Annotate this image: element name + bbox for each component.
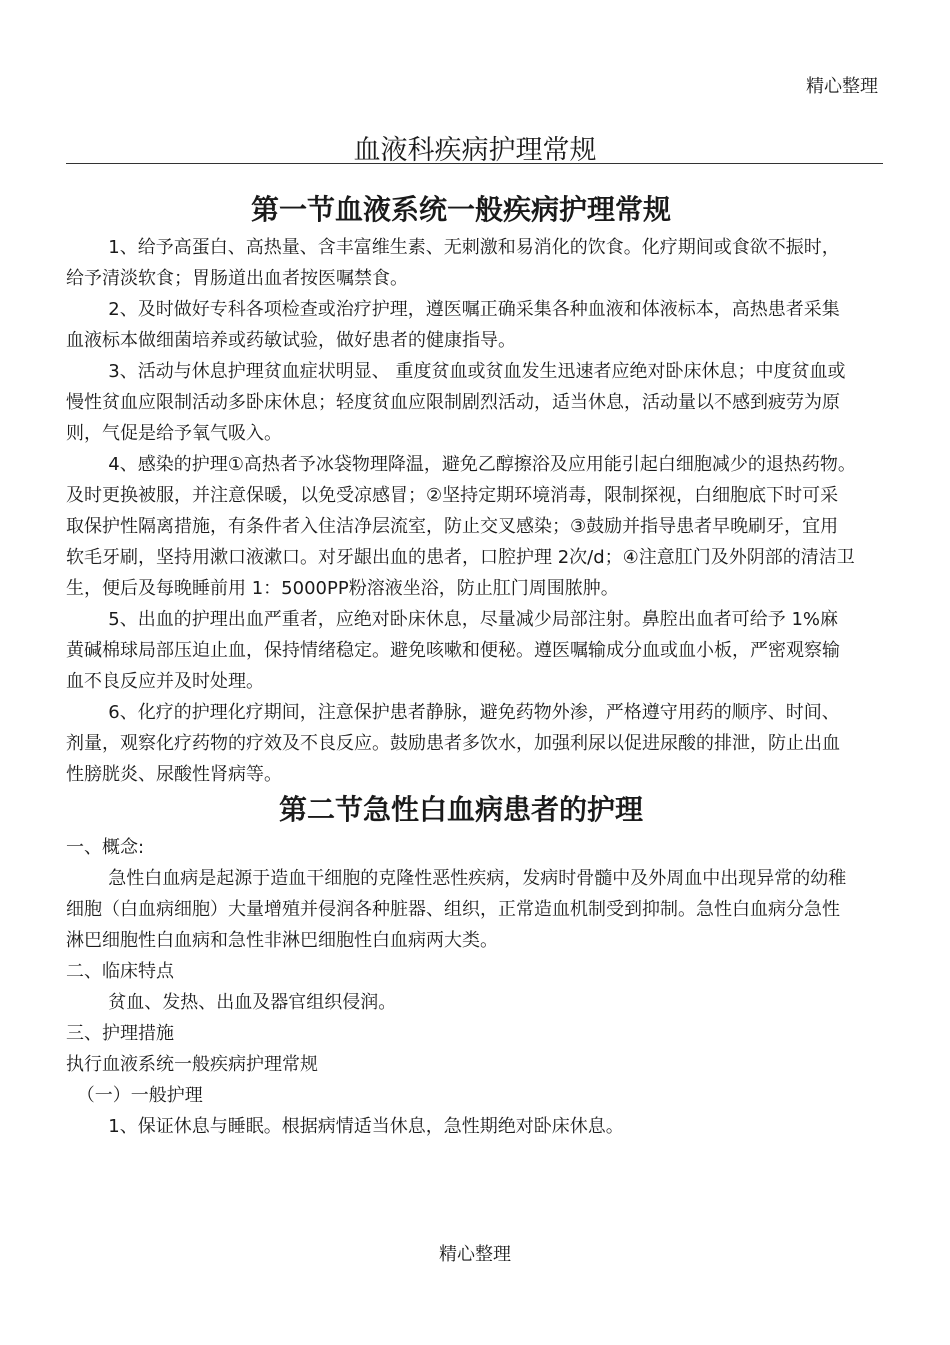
concept-text: 急性白血病是起源于造血干细胞的克隆性恶性疾病，发病时骨髓中及外周血中出现异常的幼稚细胞（白血病细胞）大量增殖并侵润各种脏器、组织，正常造血机制受到抑制。急性白血病分急性淋巴细胞性白血病和急性非淋巴细胞性白血病两大类。 bbox=[66, 868, 847, 951]
page-header-note: 精心整理 bbox=[806, 76, 878, 97]
page-footer-note: 精心整理 bbox=[439, 1244, 511, 1265]
document-body bbox=[66, 188, 856, 1142]
document-title: 血液科疾病护理常规 bbox=[353, 135, 597, 166]
section-1-title: 第一节血液系统一般疾病护理常规 bbox=[250, 193, 671, 226]
section-1-item-4: 4、感染的护理①高热者予冰袋物理降温，避免乙醇擦浴及应用能引起白细胞减少的退热药物。及时更换被服，并注意保暖，以免受凉感冒；②坚持定期环境消毒，限制探视，白细胞底下时可采取保护性隔离措施，有条件者入住洁净层流室，防止交叉感染；③鼓励并指导患者早晚刷牙，宜用软毛牙刷，坚持用漱口液漱口。对牙龈出血的患者，口腔护理 2次/d；④注意肛门及外阴部的清洁卫生，便后及每晚睡前用 1：5000PP粉溶液坐浴，防止肛门周围脓肿。 bbox=[66, 454, 856, 599]
measures-text: 执行血液系统一般疾病护理常规 bbox=[66, 1054, 318, 1075]
title-divider bbox=[66, 163, 883, 164]
section-1-item-2: 2、及时做好专科各项检查或治疗护理，遵医嘱正确采集各种血液和体液标本，高热患者采集血液标本做细菌培养或药敏试验，做好患者的健康指导。 bbox=[66, 299, 840, 351]
section-2-title: 第二节急性白血病患者的护理 bbox=[278, 793, 643, 826]
clinical-heading: 二、临床特点 bbox=[66, 961, 174, 982]
section-1-item-3: 3、活动与休息护理贫血症状明显、 重度贫血或贫血发生迅速者应绝对卧床休息；中度贫血或慢性贫血应限制活动多卧床休息；轻度贫血应限制剧烈活动，适当休息，活动量以不感到疲劳为原则，气促是给予氧气吸入。 bbox=[66, 361, 846, 444]
general-care-heading: （一）一般护理 bbox=[76, 1085, 203, 1106]
section-1-item-5: 5、出血的护理出血严重者，应绝对卧床休息，尽量减少局部注射。鼻腔出血者可给予 1%麻黄碱棉球局部压迫止血，保持情绪稳定。避免咳嗽和便秘。遵医嘱输成分血或血小板，严密观察输血不良反应并及时处理。 bbox=[66, 609, 840, 692]
section-1-item-6: 6、化疗的护理化疗期间，注意保护患者静脉，避免药物外渗，严格遵守用药的顺序、时间、剂量，观察化疗药物的疗效及不良反应。鼓励患者多饮水，加强利尿以促进尿酸的排泄，防止出血性膀胱炎、尿酸性肾病等。 bbox=[66, 702, 840, 785]
clinical-text: 贫血、发热、出血及器官组织侵润。 bbox=[108, 992, 397, 1013]
concept-heading: 一、概念: bbox=[66, 837, 145, 858]
general-care-item-1: 1、保证休息与睡眠。根据病情适当休息，急性期绝对卧床休息。 bbox=[108, 1116, 624, 1137]
measures-heading: 三、护理措施 bbox=[66, 1023, 174, 1044]
section-1-item-1: 1、给予高蛋白、高热量、含丰富维生素、无刺激和易消化的饮食。化疗期间或食欲不振时，给予清淡软食；胃肠道出血者按医嘱禁食。 bbox=[66, 237, 840, 289]
